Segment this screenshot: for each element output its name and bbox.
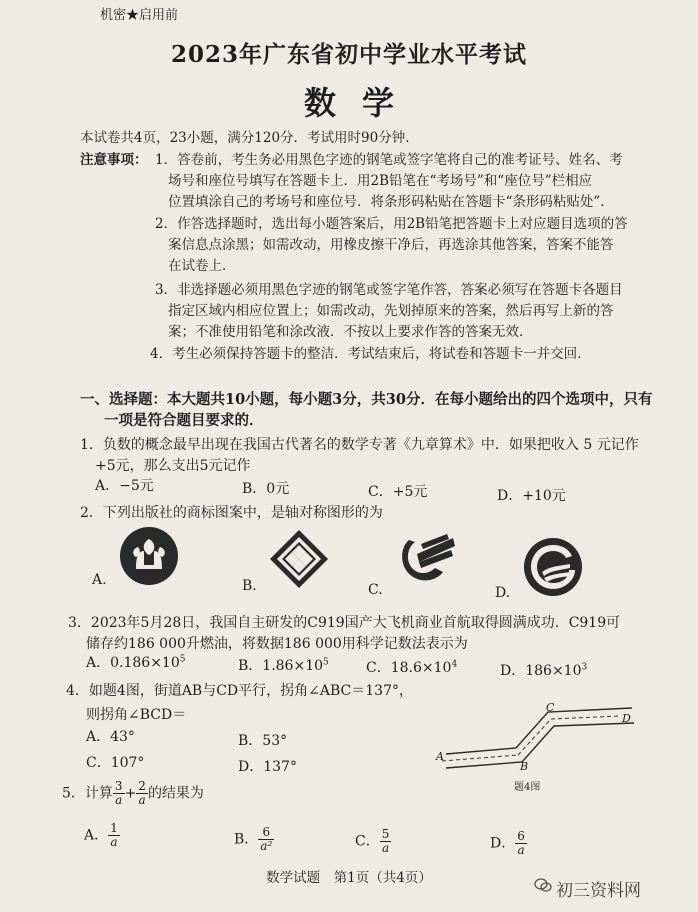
notice-item-3-line-1: 3．非选择题必须用黑色字迹的钢笔或签字笔作答，答案必须写在答题卡各题目 [155,282,623,298]
notice-item-2-line-2: 案信息点涂黑；如需改动，用橡皮擦干净后，再选涂其他答案，答案不能答 [168,237,614,253]
question-2-text: 2．下列出版社的商标图案中，是轴对称图形的为 [80,505,383,521]
question-5-option-b: B． $\frac{6}{\text{a²}}$ [234,825,273,853]
figure-point-d: D [622,712,631,725]
page-footer: 数学试题 第1页（共4页） [266,870,432,886]
question-4-option-b: B．53° [238,733,288,749]
question-2-option-a: A. [92,572,107,588]
question-2-option-d: D. [495,585,511,601]
question-1-text: 1．负数的概念最早出现在我国古代著名的数学专著《九章算术》中．如果把收入 5 元记作 [80,437,639,453]
fraction-3-over-a: $\frac{3}{a}$ [114,779,123,807]
notice-item-2-line-3: 在试卷上． [168,258,236,274]
notice-item-1-line-2: 场号和座位号填写在答题卡上．用2B铅笔在“考场号”和“座位号”栏相应 [168,173,593,189]
question-2-option-b: B. [242,578,257,594]
question-4-figure [432,696,642,800]
question-4-option-c: C．107° [86,755,145,771]
question-1-option-c: C．+5元 [368,484,428,500]
publisher-logo-d-icon [522,536,584,598]
publisher-logo-c-icon [395,532,457,588]
question-3-text-cont: 储存约186 000升燃油，将数据186 000用科学记数法表示为 [86,636,468,652]
question-3-option-c: C．$18.6\times 10^4$ [366,659,458,676]
question-1-option-d: D．+10元 [497,488,566,504]
question-5-text: 5．计算 $\frac{3}{a}$ + $\frac{2}{a}$ 的结果为 [62,779,204,807]
question-1-text-cont: +5元，那么支出5元记作 [95,458,251,474]
subject-title: 数学 [303,84,420,122]
question-4-text-cont: 则拐角∠BCD＝ [86,707,187,723]
wechat-icon [534,876,552,894]
notice-label: 注意事项： [80,152,148,168]
publisher-logo-a-icon [118,525,180,587]
section-1-heading-cont: 一项是符合题目要求的． [104,412,264,429]
notice-item-3-line-3: 案；不准使用铅笔和涂改液．不按以上要求作答的答案无效． [168,324,533,340]
question-2-option-c: C. [368,582,383,598]
question-3-option-b: B．$1.86\times 10^5$ [238,657,329,674]
confidential-label: 机密★启用前 [100,8,179,23]
exam-info-line: 本试卷共4页，23小题，满分120分．考试用时90分钟． [80,130,419,146]
notice-item-1-line-1: 1．答卷前，考生务必用黑色字迹的钢笔或签字笔将自己的准考证号、姓名、考 [155,152,623,168]
question-5-option-a: A． $\frac{1}{a}$ [84,821,118,849]
watermark-text: 初三资料网 [556,881,641,901]
figure-caption: 题4图 [514,782,541,793]
question-4-option-d: D．137° [238,759,297,775]
question-3-text: 3．2023年5月28日，我国自主研发的C919国产大飞机商业首航取得圆满成功．C919可 [68,615,621,631]
question-4-option-a: A．43° [86,729,135,745]
question-3-option-d: D．$186\times 10^3$ [500,662,588,679]
fraction-2-over-a: $\frac{2}{a}$ [138,779,146,807]
question-4-text: 4．如题4图，街道AB与CD平行，拐角∠ABC＝137°， [66,683,413,699]
question-1-option-a: A．−5元 [95,478,154,494]
notice-item-4: 4．考生必须保持答题卡的整洁．考试结束后，将试卷和答题卡一并交回． [150,346,591,362]
section-1-heading: 一、选择题：本大题共10小题，每小题3分，共30分．在每小题给出的四个选项中，只有 [80,391,653,408]
notice-item-2-line-1: 2．作答选择题时，选出每小题答案后，用2B铅笔把答题卡上对应题目选项的答 [155,216,628,232]
question-1-option-b: B．0元 [242,481,290,497]
notice-item-1-line-3: 位置填涂自己的考场号和座位号．将条形码粘贴在答题卡“条形码粘贴处”． [168,194,614,210]
figure-point-c: C [546,701,555,714]
notice-item-3-line-2: 指定区域内相应位置上；如需改动，先划掉原来的答案，然后再写上新的答 [168,303,614,319]
exam-title: 2023年广东省初中学业水平考试 [170,41,527,68]
question-5-option-c: C． $\frac{5}{a}$ [355,827,390,855]
figure-point-a: A [436,750,444,763]
question-5-option-d: D． $\frac{6}{a}$ [490,829,525,857]
question-3-option-a: A．$0.186\times 10^5$ [86,654,186,671]
publisher-logo-b-icon [268,528,330,590]
figure-point-b: B [520,760,529,773]
